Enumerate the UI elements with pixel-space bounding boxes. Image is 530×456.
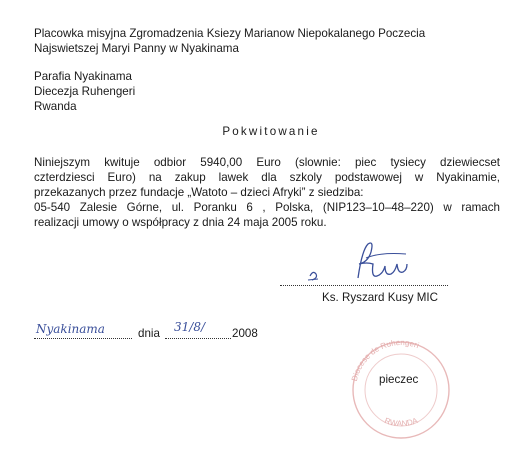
svg-text:RWANDA <box>383 416 419 428</box>
body-line-5: realizacji umowy o współpracy z dnia 24 maja 2005 roku. <box>34 216 327 229</box>
body-line-3: przekazanych przez fundacje „Watoto – dzieci Afryki” z siedziba: <box>34 186 364 199</box>
receipt-body <box>34 155 500 230</box>
document-title: Pokwitowanie <box>222 125 320 138</box>
handwritten-signature <box>300 238 440 288</box>
body-line-4: 05-540 Zalesie Górne, ul. Poranku 6 , Polska, (NIP123–10–48–220) w ramach <box>34 201 500 214</box>
stamp-ring-top: Diocese de Ruhengeri <box>349 337 421 383</box>
country-name: Rwanda <box>34 100 77 113</box>
stamp-label: pieczec <box>379 373 419 386</box>
stamp-ring-bottom: RWANDA <box>383 415 420 429</box>
mission-header <box>34 26 504 56</box>
place-dots <box>34 338 132 339</box>
date-handwritten: 31/8/ <box>174 320 205 334</box>
dnia-label: dnia <box>138 327 160 340</box>
body-line-1: Niniejszym kwituje odbior 5940,00 Euro (slownie: piec tysiecy dziewiecset <box>34 156 500 169</box>
date-dots <box>165 338 231 339</box>
body-line-2: czterdziesci Euro) na zakup lawek dla szkoly podstawowej w Nyakinamie, <box>34 171 500 184</box>
diocese-name: Diecezja Ruhengeri <box>34 85 136 98</box>
parish-name: Parafia Nyakinama <box>34 70 132 83</box>
mission-header-line-1: Placowka misyjna Zgromadzenia Ksiezy Marianow Niepokalanego Poczecia <box>34 27 426 40</box>
date-year: 2008 <box>232 327 258 340</box>
parish-address <box>34 69 504 114</box>
signature-line <box>280 285 448 286</box>
place-and-date <box>34 320 274 342</box>
place-handwritten: Nyakinama <box>36 322 105 336</box>
mission-header-line-2: Najswietszej Maryi Panny w Nyakinama <box>34 42 239 55</box>
signer-name: Ks. Ryszard Kusy MIC <box>322 291 438 304</box>
